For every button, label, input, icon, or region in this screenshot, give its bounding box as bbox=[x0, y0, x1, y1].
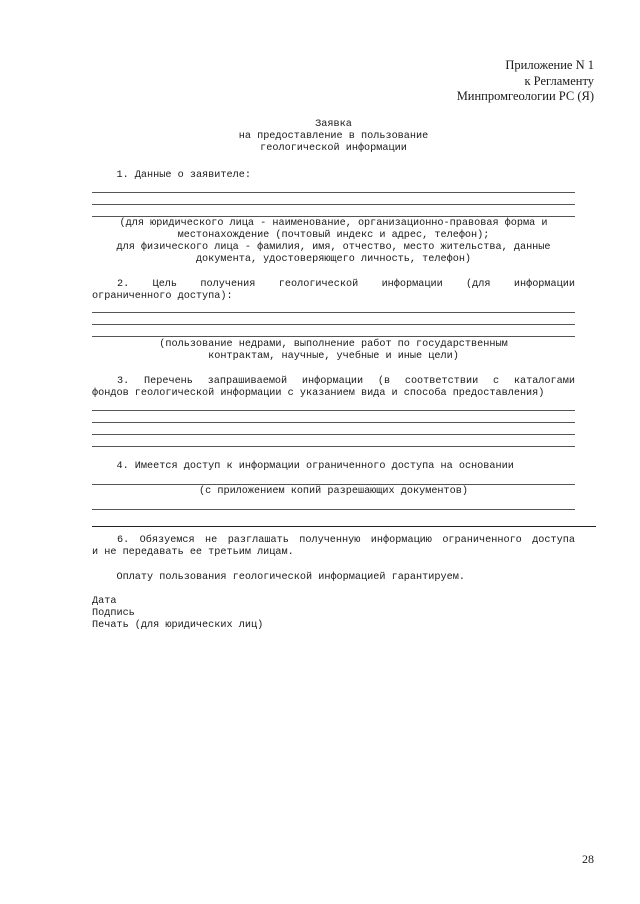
section-1-note bbox=[92, 218, 575, 266]
section-4-note: (с приложением копий разрешающих документов) bbox=[199, 486, 468, 497]
payment-guarantee bbox=[92, 572, 575, 584]
info-list-field-line-2[interactable] bbox=[92, 422, 575, 423]
section-1-note-line-2: местонахождение (почтовый индекс и адрес, телефон); bbox=[177, 230, 490, 241]
appendix-header bbox=[457, 58, 594, 105]
section-2-note-line-1: (пользование недрами, выполнение работ по государственным bbox=[159, 339, 508, 350]
section-6-line-2: и не передавать ее третьим лицам. bbox=[92, 547, 294, 558]
section-1-heading-text: 1. Данные о заявителе: bbox=[116, 170, 251, 181]
document-title bbox=[92, 119, 575, 155]
section-3-line-1: 3. Перечень запрашиваемой информации (в соответствии с каталогами bbox=[117, 376, 575, 387]
section-2-note bbox=[92, 339, 575, 363]
payment-guarantee-text: Оплату пользования геологической информацией гарантируем. bbox=[116, 572, 465, 583]
access-basis-field-line-2[interactable] bbox=[92, 509, 575, 510]
applicant-field-line-2[interactable] bbox=[92, 204, 575, 205]
info-list-field-line-4[interactable] bbox=[92, 446, 575, 447]
section-4-text-content: 4. Имеется доступ к информации ограниченного доступа на основании bbox=[116, 461, 514, 472]
section-6-line-1: 6. Обязуемся не разглашать полученную информацию ограниченного доступа bbox=[117, 535, 575, 546]
purpose-field-line-2[interactable] bbox=[92, 324, 575, 325]
access-basis-field-line-1[interactable] bbox=[92, 484, 575, 485]
stamp-label: Печать (для юридических лиц) bbox=[92, 620, 264, 631]
appendix-number: Приложение N 1 bbox=[505, 58, 594, 72]
info-list-field-line-3[interactable] bbox=[92, 434, 575, 435]
section-2-text bbox=[92, 279, 575, 303]
section-2-line-1: 2. Цель получения геологической информации (для информации bbox=[117, 279, 575, 290]
title-line-2: на предоставление в пользование bbox=[238, 131, 429, 142]
purpose-field-line-1[interactable] bbox=[92, 312, 575, 313]
applicant-field-line-1[interactable] bbox=[92, 192, 575, 193]
signature-label: Подпись bbox=[92, 608, 135, 619]
section-4-text bbox=[92, 461, 575, 473]
section-1-note-line-4: документа, удостоверяющего личность, телефон) bbox=[195, 254, 472, 265]
appendix-regulation: к Регламенту bbox=[524, 73, 594, 88]
appendix-ministry: Минпромгеологии РС (Я) bbox=[456, 89, 594, 103]
title-line-1: Заявка bbox=[315, 119, 352, 130]
section-6-text bbox=[92, 535, 575, 559]
section-1-heading bbox=[92, 170, 575, 182]
info-list-field-line-1[interactable] bbox=[92, 410, 575, 411]
section-1-note-line-1: (для юридического лица - наименование, организационно-правовая форма и bbox=[119, 218, 548, 229]
page-number: 28 bbox=[582, 852, 594, 866]
section-1-note-line-3: для физического лица - фамилия, имя, отчество, место жительства, данные bbox=[116, 242, 551, 253]
purpose-field-line-3[interactable] bbox=[92, 336, 575, 337]
section-2-note-line-2: контрактам, научные, учебные и иные цели) bbox=[208, 351, 459, 362]
footer-fields bbox=[92, 596, 575, 632]
section-2-line-2: ограниченного доступа): bbox=[92, 291, 233, 302]
date-label: Дата bbox=[92, 596, 117, 607]
title-line-3: геологической информации bbox=[260, 143, 407, 154]
section-divider bbox=[92, 526, 596, 527]
section-3-line-2: фондов геологической информации с указанием вида и способа предоставления) bbox=[92, 388, 545, 399]
applicant-field-line-3[interactable] bbox=[92, 216, 575, 217]
section-3-text bbox=[92, 376, 575, 400]
